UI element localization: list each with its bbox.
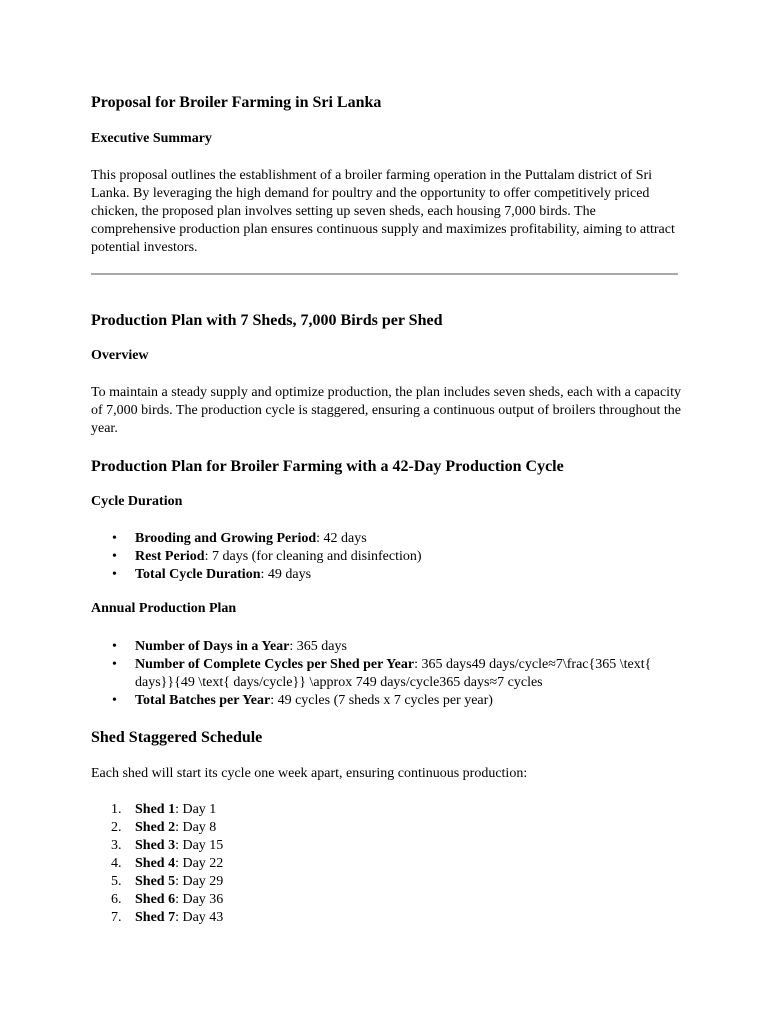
bullet-icon: • — [112, 531, 117, 546]
annual-plan-heading: Annual Production Plan — [91, 601, 237, 616]
item-number: 6. — [111, 892, 122, 907]
document-title: Proposal for Broiler Farming in Sri Lanka — [91, 94, 382, 111]
item-number: 4. — [111, 856, 122, 871]
item-label: Total Batches per Year — [135, 693, 271, 708]
list-item — [91, 855, 681, 873]
list-item — [91, 837, 681, 855]
production-plan-heading: Production Plan with 7 Sheds, 7,000 Birds per Shed — [91, 312, 443, 329]
item-label: Shed 3 — [135, 838, 176, 853]
item-label: Shed 2 — [135, 820, 176, 835]
item-value: : Day 22 — [175, 856, 224, 871]
list-item — [91, 530, 681, 548]
item-value: : 42 days — [316, 531, 367, 546]
executive-summary-heading: Executive Summary — [91, 131, 212, 146]
bullet-icon: • — [112, 549, 117, 564]
executive-summary-text: This proposal outlines the establishment of a broiler farming operation in the Puttalam district of Sri Lanka. By leveraging the high demand for poultry and the opportunity to offer competitively priced chicken, the proposed plan involves setting up seven sheds, each housing 7,000 birds. The comprehensive production plan ensures continuous supply and maximizes profitability, aiming to attract potential investors. — [91, 168, 675, 255]
list-item — [91, 891, 681, 909]
item-value: : Day 15 — [175, 838, 224, 853]
horizontal-divider — [91, 273, 678, 275]
list-item — [91, 656, 681, 692]
item-label: Shed 4 — [135, 856, 176, 871]
item-value: : 7 days (for cleaning and disinfection) — [204, 549, 422, 564]
item-number: 7. — [111, 910, 122, 925]
item-label: Shed 6 — [135, 892, 176, 907]
item-label: Shed 1 — [135, 802, 176, 817]
bullet-icon: • — [112, 567, 117, 582]
item-label: Number of Complete Cycles per Shed per Year — [135, 657, 415, 672]
list-item — [91, 801, 681, 819]
bullet-icon: • — [112, 657, 117, 672]
item-value: : Day 8 — [175, 820, 217, 835]
schedule-intro: Each shed will start its cycle one week apart, ensuring continuous production: — [91, 766, 528, 781]
item-label: Shed 7 — [135, 910, 176, 925]
item-value: : 49 days — [260, 567, 312, 582]
item-label: Number of Days in a Year — [135, 639, 290, 654]
item-value: : Day 1 — [175, 802, 217, 817]
overview-text: To maintain a steady supply and optimize production, the plan includes seven sheds, each with a capacity of 7,000 birds. The production cycle is staggered, ensuring a continuous output of broilers throughout the year. — [91, 385, 681, 436]
annual-plan-list — [91, 638, 681, 710]
schedule-list — [91, 801, 681, 927]
item-value: : 365 days49 days/cycle≈7\frac{365 \text{ days}}{49 \text{ days/cycle}} \approx 749 days/cycle365 days≈7 cycles — [135, 657, 652, 690]
item-number: 3. — [111, 838, 122, 853]
cycle-duration-list — [91, 530, 681, 584]
list-item — [91, 819, 681, 837]
item-value: : Day 29 — [175, 874, 224, 889]
item-label: Total Cycle Duration — [135, 567, 261, 582]
item-value: : Day 43 — [175, 910, 224, 925]
cycle-duration-heading: Cycle Duration — [91, 494, 183, 509]
item-value: : Day 36 — [175, 892, 224, 907]
list-item — [91, 873, 681, 891]
schedule-heading: Shed Staggered Schedule — [91, 729, 263, 746]
item-number: 1. — [111, 802, 122, 817]
bullet-icon: • — [112, 639, 117, 654]
item-label: Shed 5 — [135, 874, 176, 889]
list-item — [91, 909, 681, 927]
list-item — [91, 638, 681, 656]
list-item — [91, 548, 681, 566]
item-number: 5. — [111, 874, 122, 889]
item-value: : 49 cycles (7 sheds x 7 cycles per year) — [270, 693, 493, 708]
bullet-icon: • — [112, 693, 117, 708]
item-value: : 365 days — [289, 639, 347, 654]
item-label: Rest Period — [135, 549, 205, 564]
overview-heading: Overview — [91, 348, 149, 363]
cycle-plan-heading: Production Plan for Broiler Farming with a 42-Day Production Cycle — [91, 458, 564, 475]
item-number: 2. — [111, 820, 122, 835]
list-item — [91, 566, 681, 584]
list-item — [91, 692, 681, 710]
item-label: Brooding and Growing Period — [135, 531, 317, 546]
